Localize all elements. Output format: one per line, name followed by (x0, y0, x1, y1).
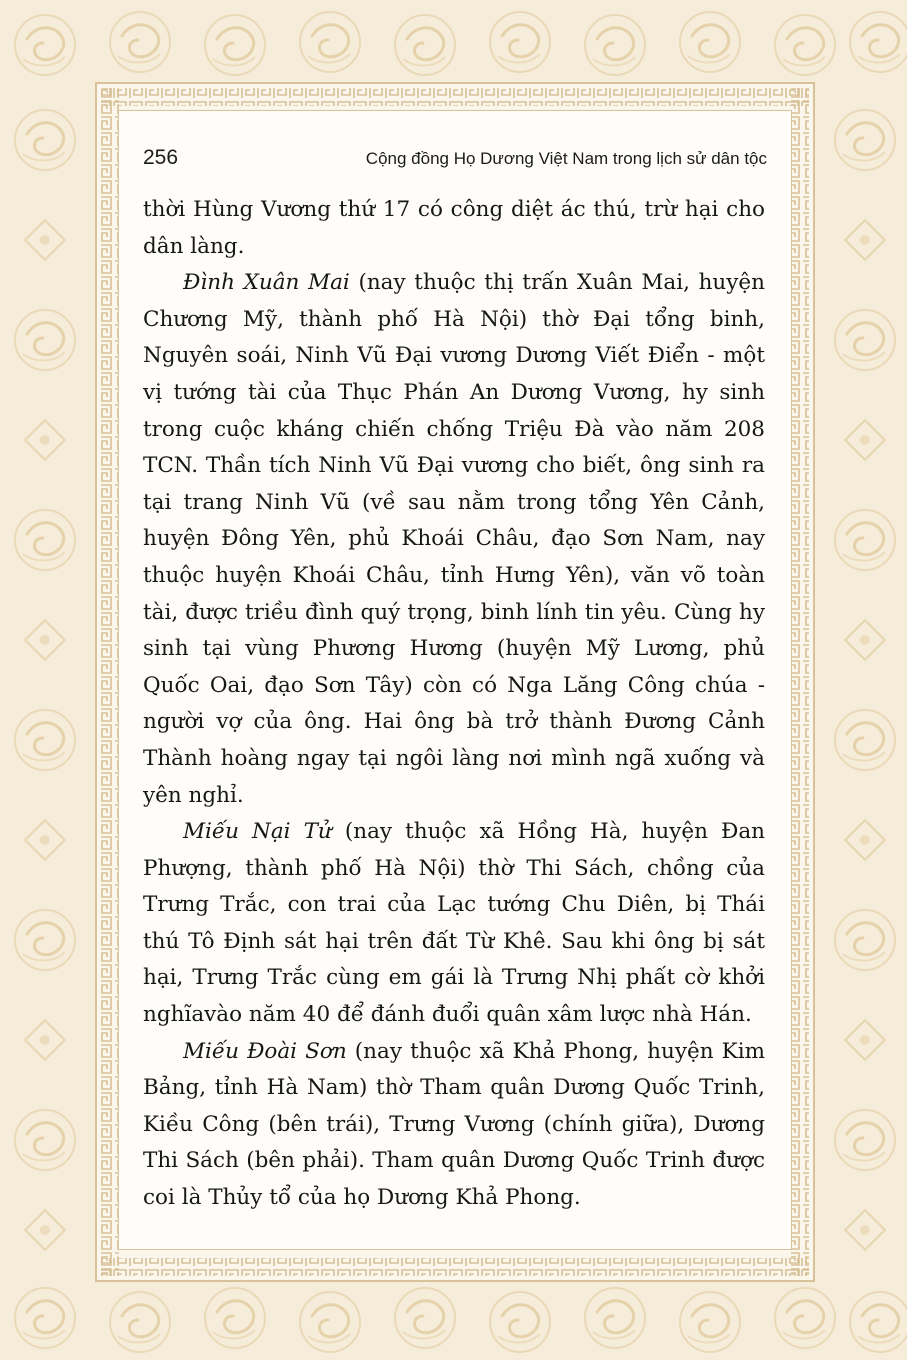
place-name: Miếu Đoài Sơn (183, 1038, 347, 1064)
paragraph-text: thời Hùng Vương thứ 17 có công diệt ác thú, trừ hại cho dân làng. (143, 197, 765, 259)
body-text (143, 192, 765, 1217)
running-title: Cộng đồng Họ Dương Việt Nam trong lịch sử dân tộc (365, 149, 767, 168)
paragraph-dinh-xuan-mai (143, 265, 765, 814)
paragraph-mieu-nai-tu (143, 814, 765, 1034)
page-header (143, 146, 767, 174)
page-number: 256 (143, 146, 179, 169)
paragraph-mieu-doai-son (143, 1034, 765, 1217)
paragraph-text: (nay thuộc xã Khả Phong, huyện Kim Bảng, tỉnh Hà Nam) thờ Tham quân Dương Quốc Trinh, Kiều Công (bên trái), Trưng Vương (chính giữa), Dương Thi Sách (bên phải). Tham quân Dương Quốc Trinh được coi là Thủy tổ của họ Dương Khả Phong. (143, 1038, 766, 1211)
paragraph-text: (nay thuộc thị trấn Xuân Mai, huyện Chương Mỹ, thành phố Hà Nội) thờ Đại tổng binh, Nguyên soái, Ninh Vũ Đại vương Dương Viết Điển - một vị tướng tài của Thục Phán An Dương Vương, hy sinh trong cuộc kháng chiến chống Triệu Đà vào năm 208 TCN. Thần tích Ninh Vũ Đại vương cho biết, ông sinh ra tại trang Ninh Vũ (về sau nằm trong tổng Yên Cảnh, huyện Đông Yên, phủ Khoái Châu, đạo Sơn Nam, nay thuộc huyện Khoái Châu, tỉnh Hưng Yên), văn võ toàn tài, được triều đình quý trọng, binh lính tin yêu. Cùng hy sinh tại vùng Phương Hương (huyện Mỹ Lương, phủ Quốc Oai, đạo Sơn Tây) còn có Nga Lăng Công chúa - người vợ của ông. Hai ông bà trở thành Đương Cảnh Thành hoàng ngay tại ngôi làng nơi mình ngã xuống và yên nghỉ. (143, 270, 765, 808)
paragraph-text: (nay thuộc xã Hồng Hà, huyện Đan Phượng, thành phố Hà Nội) thờ Thi Sách, chồng của Trưng Trắc, con trai của Lạc tướng Chu Diên, bị Thái thú Tô Định sát hại trên đất Từ Khê. Sau khi ông bị sát hại, Trưng Trắc cùng em gái là Trưng Nhị phất cờ khởi nghĩavào năm 40 để đánh đuổi quân xâm lược nhà Hán. (143, 819, 765, 1028)
place-name: Đình Xuân Mai (183, 270, 350, 296)
place-name: Miếu Nại Tử (183, 819, 332, 845)
paragraph-1 (143, 192, 765, 265)
